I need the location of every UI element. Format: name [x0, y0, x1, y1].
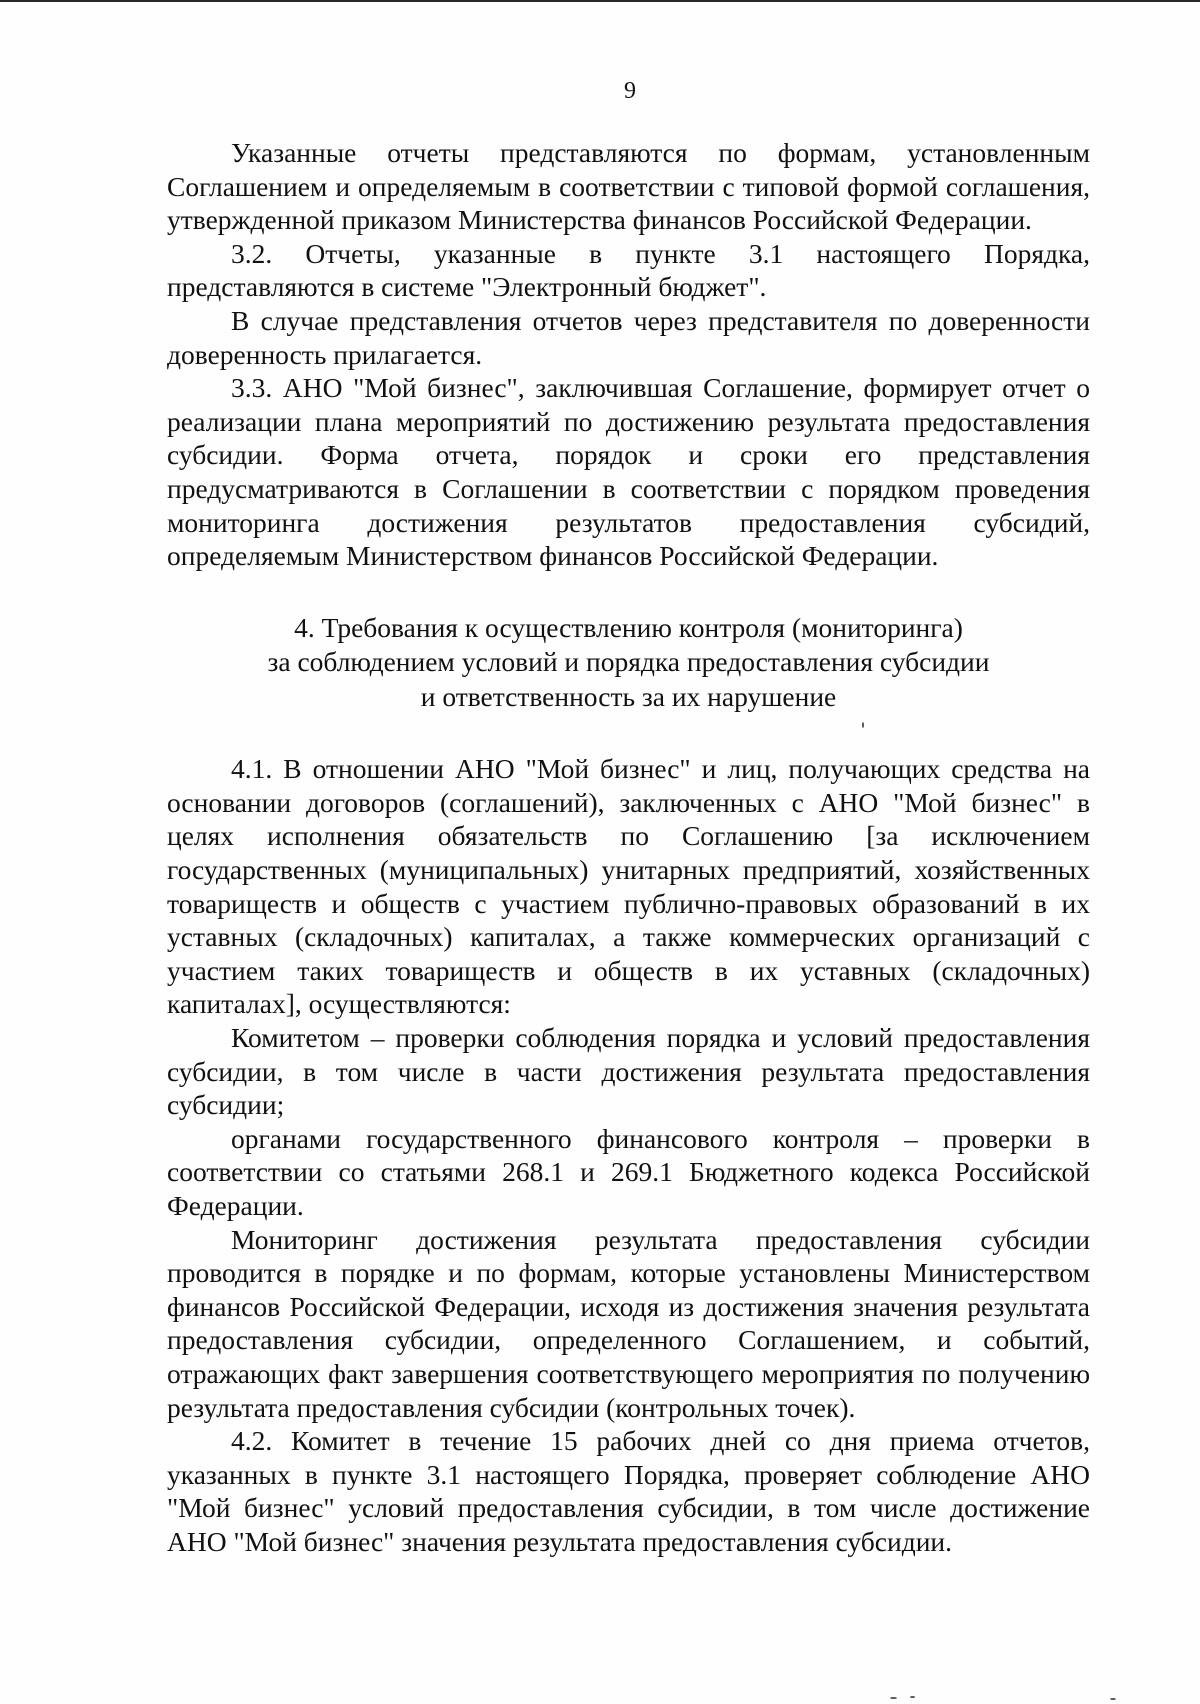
paragraph-monitoring: Мониторинг достижения результата предоставления субсидии проводится в порядке и по формам, которые установлены Министерством финансов Российской Федерации, исходя из достижения значения результата предоставления субсидии, определенного Соглашением, и событий, отражающих факт завершения соответствующего мероприятия по получению результата предоставления субсидии (контрольных точек).	[167, 1223, 1090, 1423]
section-4-heading	[167, 611, 1090, 715]
page-number: 9	[624, 78, 636, 104]
paragraph-reports-forms: Указанные отчеты представляются по формам, установленным Соглашением и определяемым в соответствии с типовой формой соглашения, утвержденной приказом Министерства финансов Российской Федерации.	[167, 137, 1090, 236]
paragraph-committee-checks: Комитетом – проверки соблюдения порядка и условий предоставления субсидии, в том числе в части достижения результата предоставления субсидии;	[167, 1021, 1090, 1121]
scan-speck	[890, 1697, 897, 1699]
document-body	[167, 136, 1090, 1558]
scan-speck	[1110, 1698, 1116, 1700]
scan-speck	[862, 722, 864, 728]
scan-speck	[910, 1696, 915, 1698]
paragraph-3-3: 3.3. АНО "Мой бизнес", заключившая Соглашение, формирует отчет о реализации плана мероприятий по достижению результата предоставления субсидии. Форма отчета, порядок и сроки его представления предусматриваются в Соглашении в соответствии с порядком проведения мониторинга достижения результатов предоставления субсидий, определяемым Министерством финансов Российской Федерации.	[167, 372, 1090, 572]
paragraph-power-of-attorney: В случае представления отчетов через представителя по доверенности доверенность прилагается.	[167, 304, 1090, 370]
paragraph-4-1: 4.1. В отношении АНО "Мой бизнес" и лиц, получающих средства на основании договоров (соглашений), заключенных с АНО "Мой бизнес" в целях исполнения обязательств по Соглашению [за исключением государственных (муниципальных) унитарных предприятий, хозяйственных товариществ и обществ с участием публично-правовых образований в их уставных (складочных) капиталах, а также коммерческих организаций с участием таких товариществ и обществ в их уставных (складочных) капиталах], осуществляются:	[167, 753, 1090, 1020]
section-heading-line-2: за соблюдением условий и порядка предоставления субсидии	[267, 646, 990, 678]
paragraph-financial-control: органами государственного финансового контроля – проверки в соответствии со статьями 268.1 и 269.1 Бюджетного кодекса Российской Федерации.	[167, 1122, 1090, 1221]
paragraph-3-2: 3.2. Отчеты, указанные в пункте 3.1 настоящего Порядка, представляются в системе "Электронный бюджет".	[167, 237, 1090, 303]
section-heading-line-1: 4. Требования к осуществлению контроля (мониторинга)	[294, 611, 963, 643]
paragraph-4-2: 4.2. Комитет в течение 15 рабочих дней со дня приема отчетов, указанных в пункте 3.1 настоящего Порядка, проверяет соблюдение АНО "Мой бизнес" условий предоставления субсидии, в том числе достижение АНО "Мой бизнес" значения результата предоставления субсидии.	[167, 1425, 1090, 1557]
section-heading-line-3: и ответственность за их нарушение	[420, 680, 837, 712]
scan-top-edge	[0, 0, 1200, 2]
